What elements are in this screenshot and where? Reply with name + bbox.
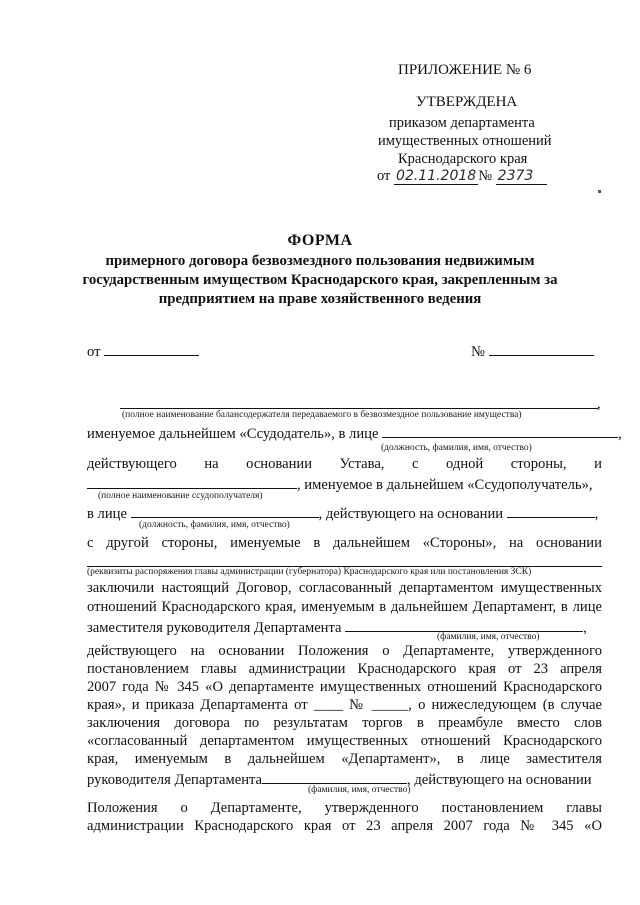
- word: основании: [536, 535, 602, 551]
- from-label: от: [87, 344, 101, 360]
- paragraph-line: края», и приказа Департамента от ____ № _____, о нижеследующем (в случае: [87, 697, 602, 713]
- paragraph-line: заключили настоящий Договор, согласованный департаментом имущественных: [87, 580, 602, 596]
- blank-line: [382, 423, 618, 438]
- word: на: [508, 535, 524, 551]
- deputy-line: заместителя руководителя Департамента ,: [87, 617, 587, 637]
- note-position: (должность, фамилия, имя, отчество): [381, 443, 532, 453]
- word: другой: [106, 535, 149, 551]
- approval-date-line: [377, 168, 547, 185]
- form-title: ФОРМА: [287, 232, 353, 249]
- handwritten-number: 2373: [496, 168, 548, 185]
- handwritten-date: 02.11.2018: [396, 168, 477, 184]
- blank-line: [104, 341, 199, 356]
- paragraph-line: постановлением главы администрации Краснодарского края от 23 апреля: [87, 661, 602, 677]
- blank-line: [87, 474, 297, 489]
- word: на: [204, 456, 219, 472]
- lender-line: именуемое дальнейшем «Ссудодатель», в лице ,: [87, 423, 622, 443]
- comma: ,: [597, 396, 601, 412]
- date-prefix: от: [377, 168, 391, 184]
- contract-date-field: [87, 341, 199, 361]
- word: в: [313, 535, 321, 551]
- blank-line: [345, 617, 583, 632]
- blank-line: [262, 769, 407, 784]
- word: и: [594, 456, 602, 472]
- word: дальнейшем: [332, 535, 410, 551]
- in-person-label: в лице: [87, 506, 127, 522]
- blank-line: [507, 503, 595, 518]
- scan-mark: [598, 190, 601, 193]
- approved-label: УТВЕРЖДЕНА: [416, 94, 518, 110]
- word: «Стороны»,: [422, 535, 497, 551]
- paragraph-line: края, именуемым в дальнейшем «Департамент», в лице заместителя: [87, 751, 602, 767]
- note-requisites: (реквизиты распоряжения главы администрации (губернатора) Краснодарского края или постановления ЗСК): [87, 567, 532, 577]
- word: основании: [246, 456, 313, 472]
- word: Устава,: [339, 456, 385, 472]
- blank-line: [120, 408, 598, 409]
- word: действующего: [87, 456, 177, 472]
- note-position: (должность, фамилия, имя, отчество): [139, 520, 290, 530]
- deputy-text: заместителя руководителя Департамента: [87, 620, 342, 636]
- word: одной: [446, 456, 484, 472]
- blank-line: [131, 503, 319, 518]
- head-text: руководителя Департамента: [87, 772, 263, 788]
- paragraph-line: «согласованный департаментом имущественных отношений Краснодарского: [87, 733, 602, 749]
- appendix-label: ПРИЛОЖЕНИЕ № 6: [398, 62, 532, 78]
- approval-line: имущественных отношений: [378, 133, 552, 149]
- word: именуемые: [230, 535, 301, 551]
- word: с: [87, 535, 94, 551]
- contract-number-field: [471, 341, 594, 361]
- paragraph-line: действующего на основании Положения о Департаменте, утвержденного: [87, 643, 602, 659]
- form-subtitle-line: примерного договора безвозмездного пользования недвижимым: [105, 253, 535, 269]
- form-subtitle-line: государственным имуществом Краснодарского края, закрепленным за: [82, 272, 558, 288]
- paragraph-line: отношений Краснодарского края, именуемым в дальнейшем Департамент, в лице: [87, 599, 602, 615]
- note-holder: (полное наименование балансодержателя передаваемого в безвозмездное пользование имущества): [122, 410, 522, 420]
- word: стороны,: [510, 456, 567, 472]
- number-sign: №: [478, 168, 493, 184]
- blank-line: [489, 341, 594, 356]
- borrower-text: , именуемое в дальнейшем «Ссудополучатель»,: [297, 477, 593, 493]
- form-subtitle-line: предприятием на праве хозяйственного ведения: [158, 291, 482, 307]
- note-fio: (фамилия, имя, отчество): [308, 785, 411, 795]
- paragraph-line: заключения договора по результатам торгов в преамбуле вместо слов: [87, 715, 602, 731]
- paragraph-line: 2007 года № 345 «О департаменте имущественных отношений Краснодарского: [87, 679, 602, 695]
- word: стороны,: [161, 535, 218, 551]
- note-fio: (фамилия, имя, отчество): [437, 632, 540, 642]
- acting-row: [87, 456, 602, 473]
- note-borrower: (полное наименование ссудополучателя): [98, 491, 263, 501]
- paragraph-line: администрации Краснодарского края от 23 апреля 2007 года № 345 «О: [87, 818, 602, 834]
- number-label: №: [471, 344, 485, 360]
- approval-line: приказом департамента: [389, 115, 535, 131]
- other-side-row: [87, 535, 602, 552]
- approval-line: Краснодарского края: [398, 151, 528, 167]
- lender-text: именуемое дальнейшем «Ссудодатель», в лице: [87, 426, 379, 442]
- representative-line: в лице , действующего на основании ,: [87, 503, 598, 523]
- acting-basis-text: , действующего на основании: [318, 506, 504, 522]
- word: с: [412, 456, 419, 472]
- acting-basis-text: , действующего на основании: [407, 772, 592, 788]
- paragraph-line: Положения о Департаменте, утвержденного постановлением главы: [87, 800, 602, 816]
